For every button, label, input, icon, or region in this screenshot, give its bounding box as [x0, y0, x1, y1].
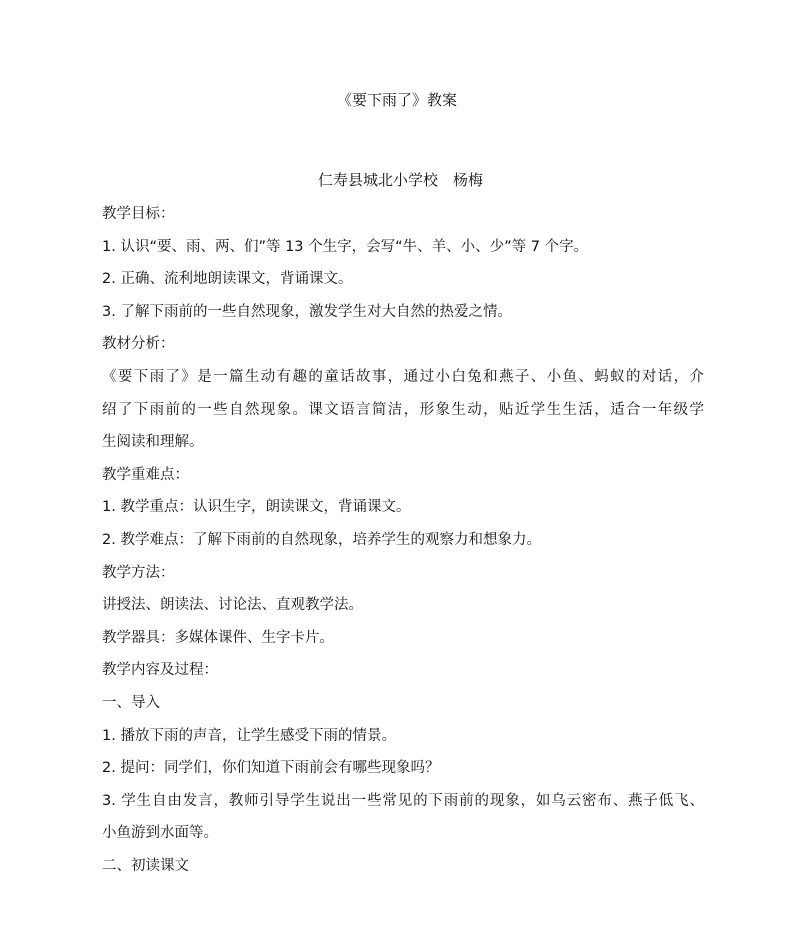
heading-teaching-methods: 教学方法： [102, 564, 175, 581]
intro-step-3-cont: 小鱼游到水面等。 [102, 825, 218, 842]
analysis-line-1: 《要下雨了》是一篇生动有趣的童话故事，通过小白兔和燕子、小鱼、蚂蚁的对话，介 [102, 368, 704, 385]
analysis-line-2: 绍了下雨前的一些自然现象。课文语言简洁，形象生动，贴近学生生活，适合一年级学 [102, 401, 704, 418]
intro-step-2: 2. 提问：同学们，你们知道下雨前会有哪些现象吗？ [102, 760, 440, 777]
goal-item-3: 3. 了解下雨前的一些自然现象，激发学生对大自然的热爱之情。 [102, 303, 512, 320]
intro-step-3: 3. 学生自由发言，教师引导学生说出一些常见的下雨前的现象，如乌云密布、燕子低飞、 [102, 792, 704, 809]
key-point-1: 1. 教学重点：认识生字，朗读课文，背诵课文。 [102, 499, 411, 516]
intro-step-1: 1. 播放下雨的声音，让学生感受下雨的情景。 [102, 727, 396, 744]
goal-item-1: 1. 认识“要、雨、两、们”等 13 个生字，会写“牛、羊、小、少”等 7 个字。 [102, 238, 589, 255]
author-line: 仁寿县城北小学校 杨梅 [318, 171, 484, 189]
analysis-line-3: 生阅读和理解。 [102, 434, 204, 451]
heading-key-points: 教学重难点： [102, 466, 189, 483]
heading-material-analysis: 教材分析： [102, 336, 175, 353]
document-body [102, 203, 704, 887]
teaching-tools: 教学器具：多媒体课件、生字卡片。 [102, 629, 334, 646]
methods-text: 讲授法、朗读法、讨论法、直观教学法。 [102, 597, 363, 614]
goal-item-2: 2. 正确、流利地朗读课文，背诵课文。 [102, 271, 353, 288]
heading-content-process: 教学内容及过程： [102, 662, 218, 679]
section-introduction: 一、导入 [102, 694, 160, 711]
document-title: 《要下雨了》教案 [336, 91, 457, 109]
section-first-reading: 二、初读课文 [102, 857, 189, 874]
heading-teaching-goals: 教学目标： [102, 206, 175, 222]
key-point-2: 2. 教学难点：了解下雨前的自然现象，培养学生的观察力和想象力。 [102, 531, 541, 548]
